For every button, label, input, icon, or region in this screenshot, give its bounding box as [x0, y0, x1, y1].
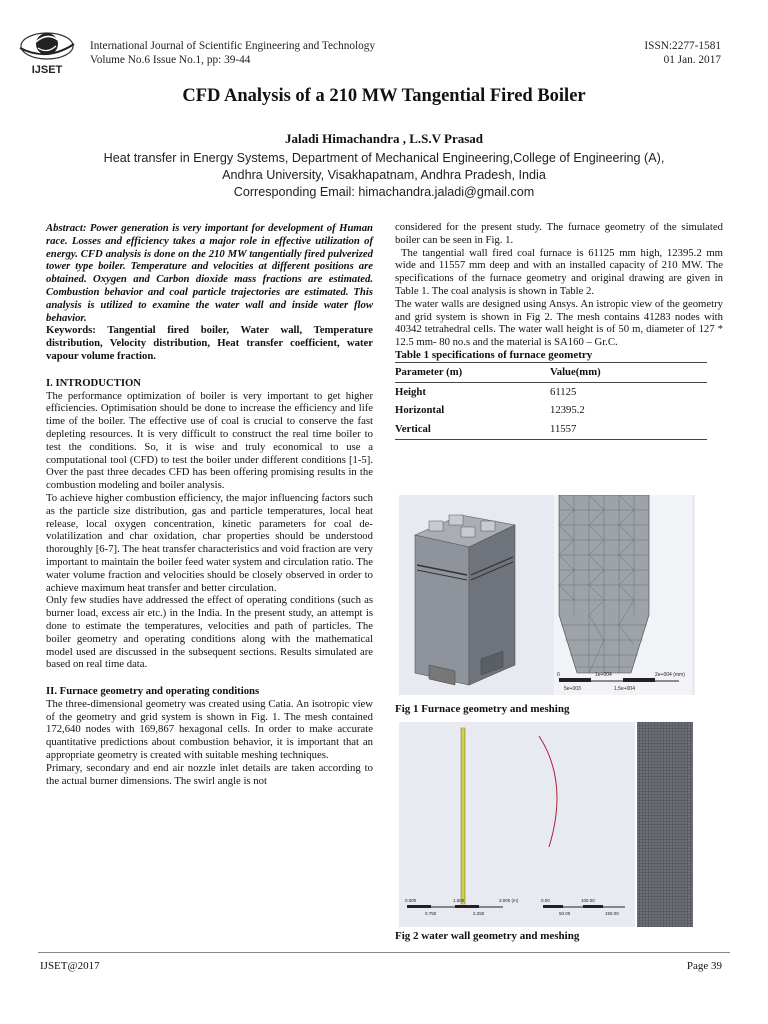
paragraph: The tangential wall fired coal furnace is 61125 mm high, 12395.2 mm wide and 11557 mm deep and with an installed capacity of 210 MW. The specifications of the furnace geometry and original drawing are given in Table 1. The coal analysis is shown in Table 2.	[395, 246, 723, 297]
table-cell: 11557	[550, 420, 707, 439]
figure-water-wall	[399, 722, 695, 927]
table-cell: Horizontal	[395, 404, 445, 417]
section-heading-introduction: I. INTRODUCTION	[46, 376, 142, 389]
figure-1-caption: Fig 1 Furnace geometry and meshing	[395, 703, 570, 715]
issn-header	[644, 39, 721, 67]
table-cell: 61125	[550, 385, 577, 398]
paragraph: To achieve higher combustion efficiency, the major influencing factors such as the particle size distribution, gas and particle temperatures, local heat release, local oxygen concentration, kinetic parameters for coal de-volatilization and char oxidation, char properties should be understood thoroughly [6-7]. The heat transfer characteristics and void fraction are very important to maintain the boiler feed water system and circulation ratio. The water volume fraction and velocities should be closely observed in order to achieve maximum heat transfer and better circulation.	[46, 491, 373, 594]
spec-table	[395, 362, 707, 440]
paragraph: Primary, secondary and end air nozzle inlet details are taken according to the actual burner dimensions. The swirl angle is not	[46, 761, 373, 787]
scale-label: 150.00	[605, 911, 619, 916]
logo-text: IJSET	[31, 64, 63, 76]
paper-authors: Jaladi Himachandra , L.S.V Prasad	[284, 131, 484, 146]
section-heading-furnace: II. Furnace geometry and operating conditions	[46, 685, 260, 698]
paragraph: Only few studies have addressed the effect of operating conditions (such as burner load, excess air etc.) in the India. In the present study, an attempt is done to estimate the temperatures, velocities and path of particles. The boiler geometry and operating conditions along with the mathematical model used are discussed in the subsequent sections. Results simulated are based on real time data.	[46, 594, 373, 671]
affiliation	[0, 150, 768, 201]
furnace-model	[415, 515, 515, 685]
scale-label: 1.500	[453, 898, 465, 903]
table-row	[395, 420, 707, 439]
footer-journal: IJSET@2017	[40, 960, 100, 972]
table-header-cell: Value(mm)	[550, 362, 707, 382]
water-wall-tube	[461, 728, 465, 904]
affiliation-line: Andhra University, Visakhapatnam, Andhra Pradesh, India	[222, 168, 546, 182]
issn: ISSN:2277-1581	[644, 40, 721, 52]
paragraph: The water walls are designed using Ansys. An istropic view of the geometry and grid system is shown in Fig 2. The mesh contains 41283 nodes with 40342 tetrahedral cells. The water wall height is of 50 m, diameter of 127 * 12.5 mm- 80 no.s and the material is SA160 – Gr.C.	[395, 297, 723, 349]
scale-label: 50.00	[559, 911, 571, 916]
footer-rule	[38, 952, 730, 953]
table-caption: Table 1 specifications of furnace geometry	[395, 348, 593, 361]
scale-label: 1.5e+004	[614, 686, 635, 692]
scale-label: 2.250	[473, 911, 485, 916]
scale-label: 2e+004 (mm)	[655, 672, 685, 678]
furnace-mesh	[554, 495, 692, 695]
table-cell: 12395.2	[550, 404, 585, 417]
paragraph: The performance optimization of boiler is very important to get higher efficiencies. Optimisation should be done to increase the efficiency and life time of the boiler. The effective use of coal is crucial to conserve the fast depleting resources. It is very difficult to construct the real time boiler to test the conditions. So, it is wise and truly economical to use a computational tool (CFD) to test the boiler under different conditions [1-5]. Over the past three decades CFD has been offering promising results in the combustion modeling and boiler analysis.	[46, 389, 373, 492]
table-header-cell: Parameter (m)	[395, 362, 550, 382]
paragraph: considered for the present study. The furnace geometry of the simulated boiler can be seen in Fig. 1.	[395, 221, 723, 246]
corresponding-email: Corresponding Email: himachandra.jaladi@gmail.com	[233, 185, 535, 199]
scale-label: 100.00	[581, 898, 595, 903]
page-number: Page 39	[686, 960, 722, 972]
scale-label: 3.000 (m)	[499, 898, 519, 903]
affiliation-line: Heat transfer in Energy Systems, Department of Mechanical Engineering,College of Engineering (A),	[103, 151, 665, 165]
table-row	[395, 382, 707, 401]
issue-date: 01 Jan. 2017	[663, 54, 721, 66]
scale-label: 0.000	[405, 898, 417, 903]
scale-label: 0.00	[541, 898, 550, 903]
right-column	[395, 221, 723, 440]
figure-2-caption: Fig 2 water wall geometry and meshing	[395, 930, 580, 942]
journal-header	[90, 39, 375, 67]
scale-label: 0.750	[425, 911, 437, 916]
table-row	[395, 401, 707, 420]
table-cell: Vertical	[395, 420, 550, 439]
journal-volume: Volume No.6 Issue No.1, pp: 39-44	[90, 54, 251, 66]
water-wall-mesh	[637, 722, 693, 927]
paragraph: The three-dimensional geometry was created using Catia. An isotropic view of the geometry and grid system is shown in Fig. 1. The mesh contained 172,640 nodes with 169,867 hexagonal cells. In order to make accurate quantitative predictions about combustion behavior, it is important that an appropriate geometry is created with suitable meshing techniques.	[46, 697, 373, 762]
journal-name: International Journal of Scientific Engineering and Technology	[90, 40, 376, 52]
figure-furnace-geometry	[399, 495, 695, 695]
table-header-row	[395, 362, 707, 382]
scale-label: 0	[557, 672, 560, 678]
scale-label: 1e+004	[595, 672, 612, 678]
left-column	[46, 222, 373, 787]
table-cell: Height	[395, 385, 426, 398]
keywords: Keywords: Tangential fired boiler, Water wall, Temperature distribution, Velocity distribution, Heat transfer coefficient, water vapour volume fraction.	[46, 324, 373, 362]
paper-title: CFD Analysis of a 210 MW Tangential Fired Boiler	[182, 86, 586, 106]
scale-label: 5e+003	[564, 686, 581, 692]
journal-logo	[14, 26, 80, 76]
abstract: Abstract: Power generation is very important for development of Human race. Losses and efficiency takes a major role in effective utilization of energy. CFD analysis is done on the 210 MW tangentially fired pulverized tower type boiler. Temperature and velocities at different positions are obtained. Oxygen and Carbon dioxide mass fractions are estimated. Combustion behavior and coal particle trajectories are estimated. This analysis is utilized to examine the water wall and inside water flow behavior.	[46, 222, 373, 324]
